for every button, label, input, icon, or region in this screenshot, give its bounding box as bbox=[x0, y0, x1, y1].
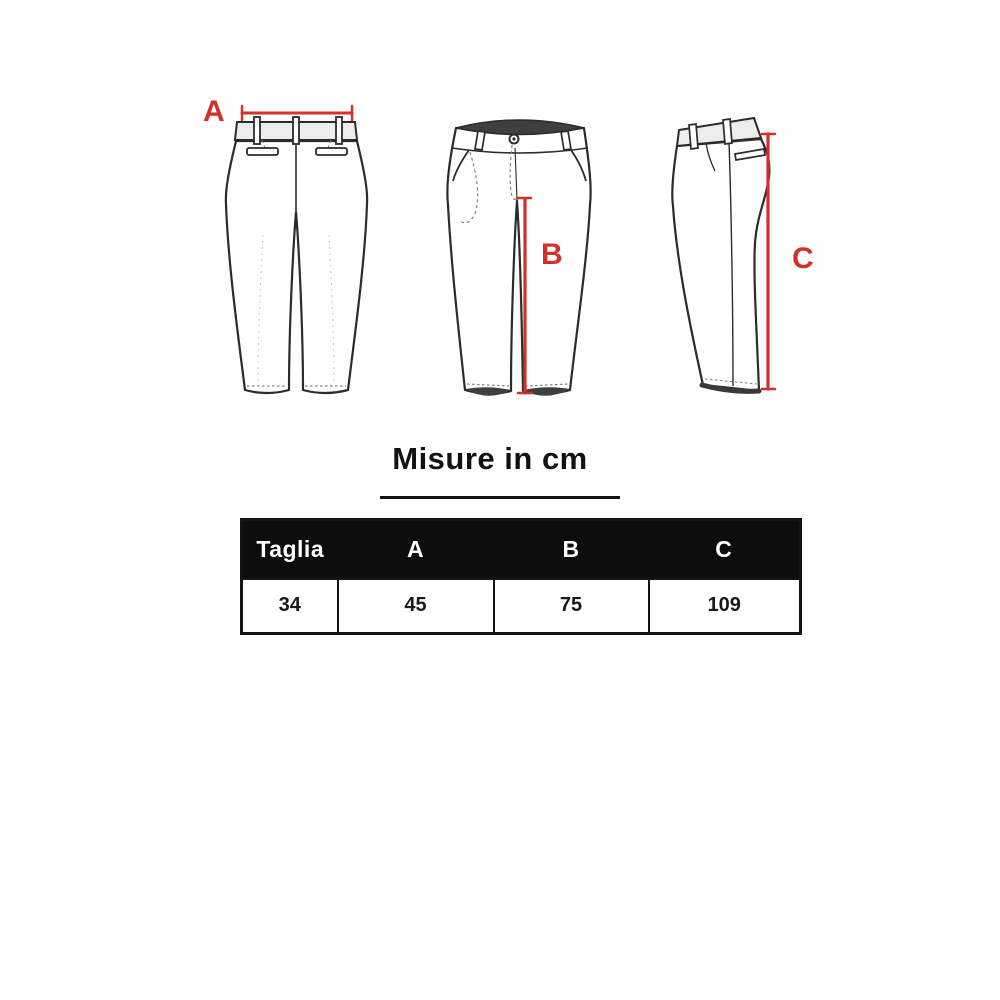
pants-back-view-figure bbox=[195, 85, 415, 410]
size-table-header-b: B bbox=[494, 520, 649, 579]
size-table-row bbox=[242, 579, 801, 634]
page-title: Misure in cm bbox=[392, 441, 588, 476]
front-hems bbox=[465, 387, 570, 396]
size-table-header bbox=[242, 520, 801, 579]
pants-front-view-figure bbox=[440, 95, 600, 420]
size-cell-c: 109 bbox=[649, 579, 801, 634]
waist-button bbox=[510, 135, 519, 144]
size-cell-taglia: 34 bbox=[242, 579, 338, 634]
title-underline bbox=[380, 496, 620, 499]
front-pants-outline bbox=[447, 128, 590, 394]
size-table-header-c: C bbox=[649, 520, 801, 579]
side-pants-outline bbox=[672, 139, 769, 391]
size-cell-a: 45 bbox=[338, 579, 494, 634]
size-cell-b: 75 bbox=[494, 579, 649, 634]
size-table-header-taglia: Taglia bbox=[242, 520, 338, 579]
size-table bbox=[240, 518, 802, 635]
measure-label-a: A bbox=[203, 95, 225, 128]
measure-label-b: B bbox=[541, 238, 563, 271]
pants-back-view-drawing bbox=[195, 85, 415, 410]
measure-label-c: C bbox=[792, 242, 814, 275]
pants-front-view-drawing bbox=[440, 95, 600, 420]
size-table-header-a: A bbox=[338, 520, 494, 579]
